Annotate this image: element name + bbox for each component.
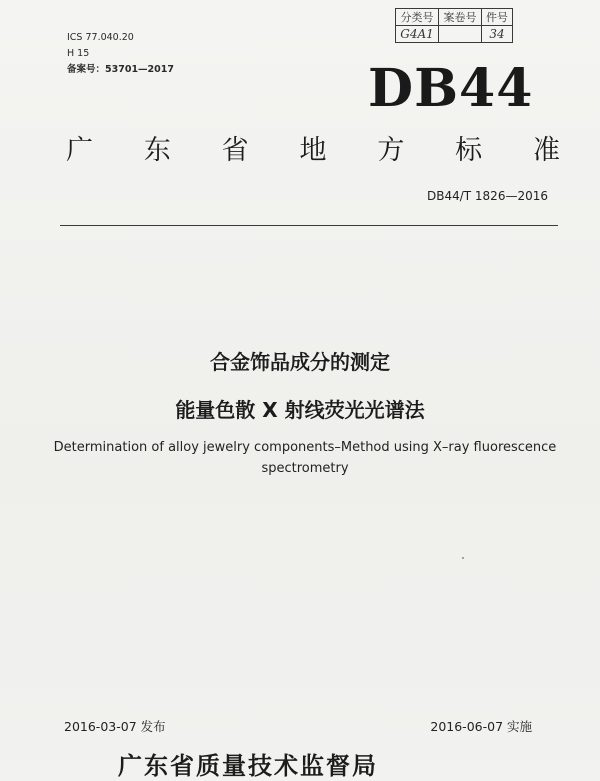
standard-type-char: 标 (455, 135, 483, 166)
title-chinese-line1: 合金饰品成分的测定 (210, 350, 390, 374)
standard-type-title (66, 128, 560, 167)
standard-type-char: 东 (143, 135, 171, 166)
stamp-value-category: G4A1 (396, 26, 439, 43)
standard-type-char: 地 (299, 135, 327, 166)
standard-type-char: 准 (532, 135, 560, 166)
issue-date: 2016-03-07 发布 (64, 719, 166, 734)
stamp-header-volume: 案卷号 (439, 9, 482, 26)
filing-number: 备案号：53701—2017 (67, 64, 174, 75)
ics-code: ICS 77.040.20 (67, 32, 134, 43)
stamp-value-volume (439, 26, 482, 43)
classification-codes (67, 30, 174, 78)
issuing-authority: 广东省质量技术监督局 (118, 752, 378, 780)
title-english-line1: Determination of alloy jewelry components–Method using X–ray fluorescence (53, 440, 557, 455)
stamp-header-item: 件号 (482, 9, 513, 26)
title-english (40, 437, 570, 479)
header-divider (60, 225, 558, 226)
ccs-code: H 15 (67, 48, 90, 59)
db44-logo: DB44 (368, 58, 534, 119)
title-chinese-line2: 能量色散 X 射线荧光光谱法 (175, 398, 425, 422)
title-english-line2: spectrometry (261, 461, 349, 476)
stamp-value-item: 34 (482, 26, 513, 43)
scan-speck (462, 557, 464, 559)
standard-type-char: 方 (377, 135, 405, 166)
standard-type-char: 广 (66, 135, 93, 166)
standard-number: DB44/T 1826—2016 (426, 189, 548, 203)
archive-stamp (395, 8, 513, 43)
standard-type-char: 省 (221, 135, 249, 166)
implementation-date: 2016-06-07 实施 (430, 719, 532, 734)
stamp-header-category: 分类号 (396, 9, 439, 26)
